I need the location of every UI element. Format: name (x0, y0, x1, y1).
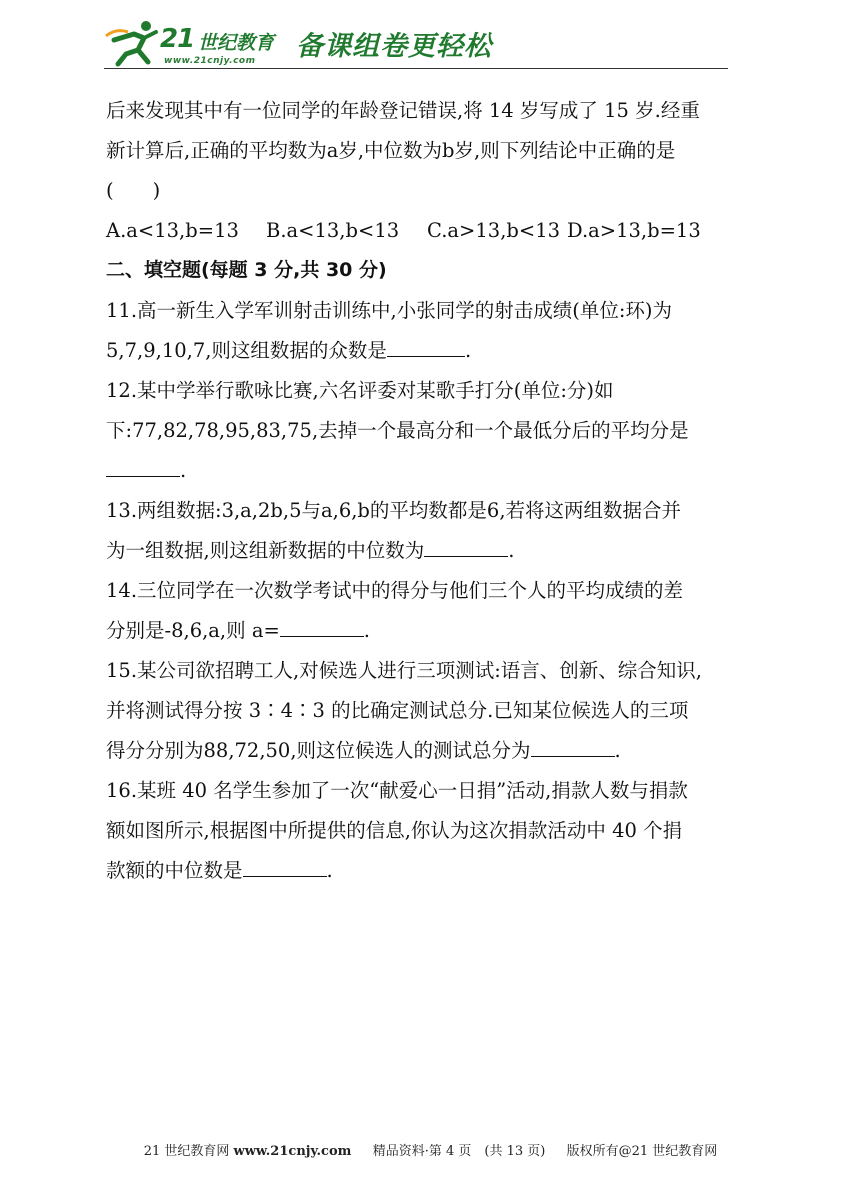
q15-line-1: 15.某公司欲招聘工人,对候选人进行三项测试:语言、创新、综合知识, (106, 659, 702, 682)
q10-line-3: ( ) (106, 179, 161, 202)
answer-blank[interactable] (531, 736, 615, 757)
q16-line-1: 16.某班 40 名学生参加了一次“献爱心一日捐”活动,捐款人数与捐款 (106, 779, 688, 802)
option-a: A.a<13,b=13 (106, 219, 239, 242)
q16-line-2: 额如图所示,根据图中所提供的信息,你认为这次捐款活动中 40 个捐 (106, 819, 683, 842)
q10-options (106, 212, 756, 252)
answer-blank[interactable] (424, 536, 508, 557)
q13-line-2: 为一组数据,则这组新数据的中位数为 . (106, 532, 756, 572)
page-footer (0, 1140, 861, 1159)
logo-url: www.21cnjy.com (164, 56, 256, 66)
logo-name: 世纪教育 (198, 32, 275, 54)
answer-blank[interactable] (280, 616, 364, 637)
q12-line-2: 下:77,82,78,95,83,75,去掉一个最高分和一个最低分后的平均分是 (106, 419, 689, 442)
page-header (104, 18, 728, 70)
header-slogan: 备课组卷更轻松 (296, 31, 492, 62)
q16-line-3: 款额的中位数是 . (106, 852, 756, 892)
q12-line-1: 12.某中学举行歌咏比赛,六名评委对某歌手打分(单位:分)如 (106, 379, 614, 402)
q15-line-2: 并将测试得分按 3∶4∶3 的比确定测试总分.已知某位候选人的三项 (106, 699, 689, 722)
header-divider (104, 68, 728, 69)
logo-number: 21 (160, 24, 195, 54)
option-d: D.a>13,b=13 (567, 219, 701, 242)
q12-line-3: . (106, 452, 756, 492)
option-c: C.a>13,b<13 (427, 219, 561, 242)
footer-copyright: 版权所有@21 世纪教育网 (566, 1144, 718, 1159)
option-b: B.a<13,b<13 (266, 219, 400, 242)
answer-blank[interactable] (106, 456, 180, 477)
answer-blank[interactable] (387, 336, 465, 357)
footer-site-name: 21 世纪教育网 (143, 1144, 230, 1159)
q11-line-1: 11.高一新生入学军训射击训练中,小张同学的射击成绩(单位:环)为 (106, 299, 672, 322)
q15-line-3: 得分分别为88,72,50,则这位候选人的测试总分为 . (106, 732, 756, 772)
document-body (106, 92, 756, 892)
q14-line-1: 14.三位同学在一次数学考试中的得分与他们三个人的平均成绩的差 (106, 579, 684, 602)
running-person-icon (104, 18, 164, 68)
q10-line-1: 后来发现其中有一位同学的年龄登记错误,将 14 岁写成了 15 岁.经重 (106, 99, 700, 122)
q10-line-2: 新计算后,正确的平均数为a岁,中位数为b岁,则下列结论中正确的是 (106, 139, 676, 162)
answer-blank[interactable] (243, 856, 327, 877)
q13-line-1: 13.两组数据:3,a,2b,5与a,6,b的平均数都是6,若将这两组数据合并 (106, 499, 682, 522)
footer-page-info: 精品资料·第 4 页 (共 13 页) (372, 1144, 546, 1159)
q11-line-2: 5,7,9,10,7,则这组数据的众数是 . (106, 332, 756, 372)
q14-line-2: 分别是-8,6,a,则 a= . (106, 612, 756, 652)
footer-url[interactable]: www.21cnjy.com (233, 1144, 352, 1159)
section-title: 二、填空题(每题 3 分,共 30 分) (106, 259, 387, 281)
